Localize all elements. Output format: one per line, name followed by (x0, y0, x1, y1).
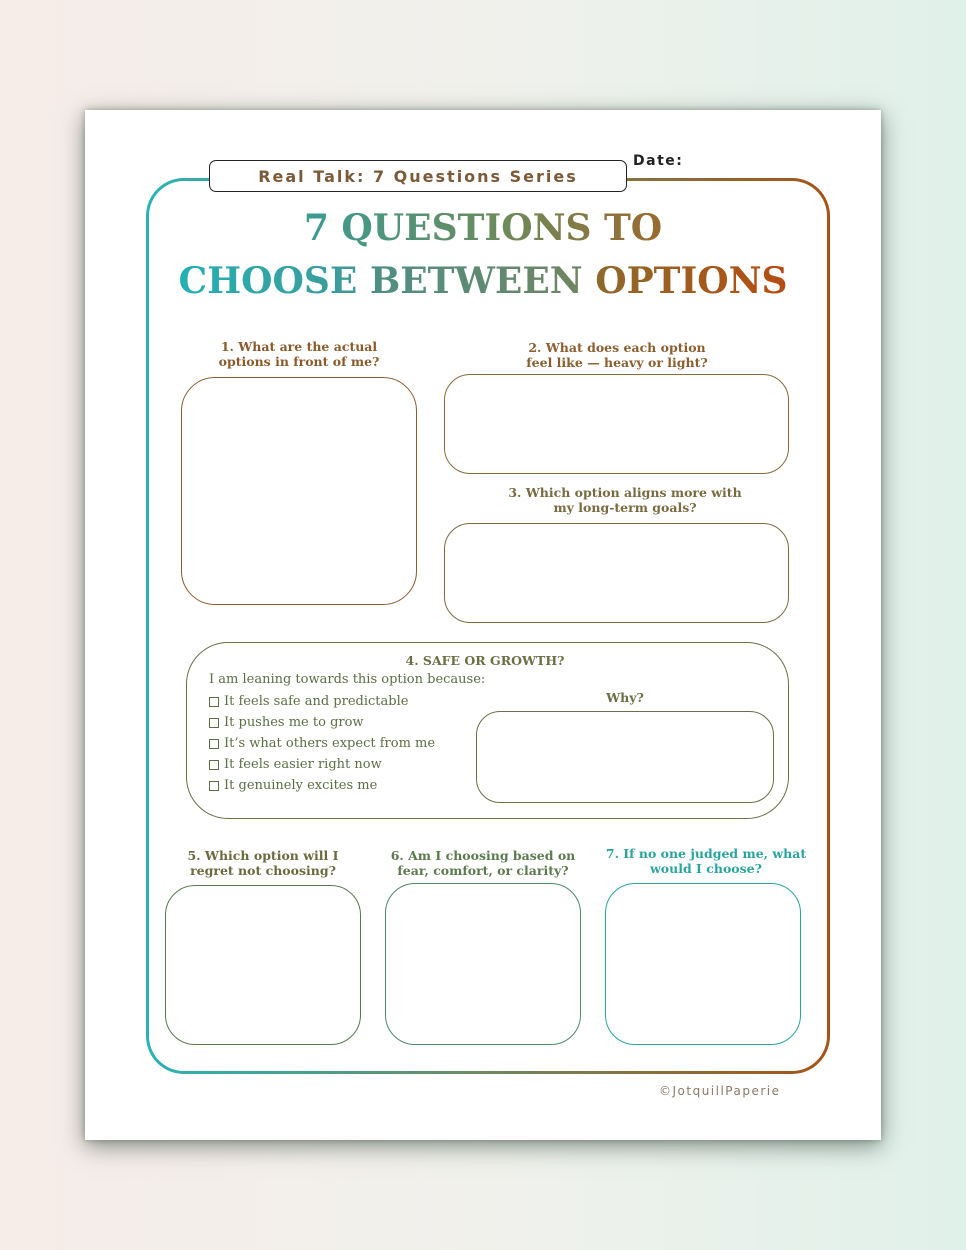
question-3-line1: 3. Which option aligns more with (508, 485, 742, 500)
question-7-label (597, 846, 815, 876)
page-title-line1 (85, 206, 881, 250)
question-3-line2: my long-term goals? (553, 500, 697, 515)
date-label: Date: (633, 153, 684, 169)
question-1-line2: options in front of me? (218, 354, 380, 369)
checkbox-icon[interactable] (209, 781, 219, 791)
series-label (209, 160, 627, 192)
series-label-text: Real Talk: 7 Questions Series (258, 166, 578, 186)
checklist-item-excites[interactable] (209, 778, 485, 793)
answer-box-2[interactable] (444, 374, 789, 474)
checklist-item-label: It’s what others expect from me (224, 736, 436, 751)
checkbox-icon[interactable] (209, 760, 219, 770)
checklist-item-others[interactable] (209, 736, 485, 751)
question-2-label (485, 340, 749, 370)
copyright: ©JotquillPaperie (659, 1084, 781, 1098)
checkbox-icon[interactable] (209, 718, 219, 728)
checklist-item-label: It pushes me to grow (224, 715, 364, 730)
page-title-line2 (85, 259, 881, 303)
question-6-label (383, 848, 583, 878)
worksheet-page (85, 110, 881, 1140)
question-7-line2: would I choose? (650, 861, 762, 876)
checklist-item-easier[interactable] (209, 757, 485, 772)
question-6-line2: fear, comfort, or clarity? (397, 863, 569, 878)
checkbox-icon[interactable] (209, 697, 219, 707)
checklist-lead: I am leaning towards this option because: (209, 672, 486, 687)
title-line1-text: 7 QUESTIONS TO (303, 207, 663, 249)
question-5-line2: regret not choosing? (190, 863, 336, 878)
checkbox-icon[interactable] (209, 739, 219, 749)
checklist-item-label: It feels safe and predictable (224, 694, 409, 709)
answer-box-6[interactable] (385, 883, 581, 1045)
why-label: Why? (606, 690, 644, 705)
reason-checklist (209, 672, 485, 799)
answer-box-3[interactable] (444, 523, 789, 623)
question-6-line1: 6. Am I choosing based on (390, 848, 576, 863)
why-answer-box[interactable] (476, 711, 774, 803)
answer-box-7[interactable] (605, 883, 801, 1045)
question-4-title: 4. SAFE OR GROWTH? (405, 653, 565, 668)
checklist-item-label: It feels easier right now (224, 757, 382, 772)
question-2-line2: feel like — heavy or light? (526, 355, 708, 370)
question-2-line1: 2. What does each option (528, 340, 706, 355)
checklist-item-safe[interactable] (209, 694, 485, 709)
question-5-label (163, 848, 363, 878)
answer-box-1[interactable] (181, 377, 417, 605)
title-word-choose: CHOOSE (178, 260, 358, 302)
question-1-line1: 1. What are the actual (220, 339, 378, 354)
question-5-line1: 5. Which option will I (187, 848, 339, 863)
checklist-item-grow[interactable] (209, 715, 485, 730)
question-1-label (197, 339, 401, 369)
title-word-options: OPTIONS (595, 260, 788, 302)
question-7-line1: 7. If no one judged me, what (605, 846, 807, 861)
answer-box-5[interactable] (165, 885, 361, 1045)
question-3-label (485, 485, 765, 515)
title-word-between: BETWEEN (369, 260, 583, 302)
checklist-item-label: It genuinely excites me (224, 778, 378, 793)
